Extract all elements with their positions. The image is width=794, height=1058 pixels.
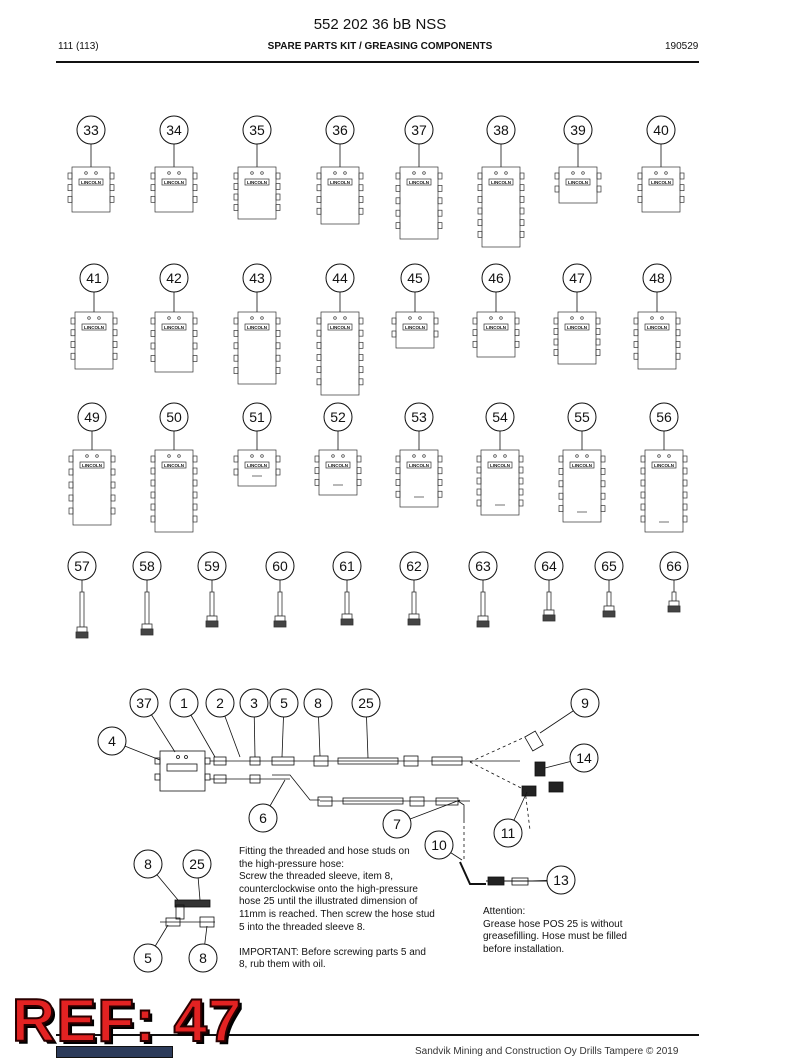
detail-callout-5: [134, 944, 162, 972]
detail-callout-25: [183, 850, 211, 878]
block-brand-label: LINCOLN: [330, 180, 350, 185]
svg-text:35: 35: [249, 122, 265, 138]
distributor-block: [234, 312, 280, 384]
svg-text:39: 39: [570, 122, 586, 138]
svg-text:50: 50: [166, 409, 182, 425]
distributor-block: [151, 450, 197, 532]
svg-text:51: 51: [249, 409, 265, 425]
fitting-row: [68, 552, 688, 638]
callout-38: [487, 116, 515, 144]
callout-59: [198, 552, 226, 580]
distributor-block: [396, 450, 442, 507]
block-brand-label: LINCOLN: [491, 180, 511, 185]
callout-43: [243, 264, 271, 292]
callout-60: [266, 552, 294, 580]
block-brand-label: LINCOLN: [81, 180, 101, 185]
svg-text:53: 53: [411, 409, 427, 425]
callout-7: [383, 810, 411, 838]
distributor-block: [634, 312, 680, 369]
svg-text:7: 7: [393, 816, 401, 832]
callout-5: [270, 689, 298, 717]
callout-62: [400, 552, 428, 580]
page-number: 111 (113): [58, 41, 99, 52]
svg-text:48: 48: [649, 270, 665, 286]
grease-fitting: [76, 592, 88, 638]
callout-53: [405, 403, 433, 431]
block-brand-label: LINCOLN: [164, 463, 184, 468]
svg-text:60: 60: [272, 558, 288, 574]
svg-text:3: 3: [250, 695, 258, 711]
detail-callout-8: [189, 944, 217, 972]
grease-fitting: [341, 592, 353, 625]
callout-36: [326, 116, 354, 144]
svg-text:25: 25: [189, 856, 205, 872]
svg-text:38: 38: [493, 122, 509, 138]
callout-55: [568, 403, 596, 431]
callout-48: [643, 264, 671, 292]
distributor-block: [151, 167, 197, 212]
distributor-block: [315, 450, 361, 495]
callout-66: [660, 552, 688, 580]
svg-text:56: 56: [656, 409, 672, 425]
distributor-block: [234, 450, 280, 486]
svg-text:1: 1: [180, 695, 188, 711]
ref-stamp: REF: 47: [12, 987, 243, 1054]
callout-49: [78, 403, 106, 431]
svg-text:10: 10: [431, 837, 447, 853]
callout-58: [133, 552, 161, 580]
svg-text:57: 57: [74, 558, 90, 574]
callout-63: [469, 552, 497, 580]
block-brand-label: LINCOLN: [164, 325, 184, 330]
svg-text:8: 8: [199, 950, 207, 966]
callout-9: [571, 689, 599, 717]
callout-39: [564, 116, 592, 144]
callout-4: [98, 727, 126, 755]
svg-text:8: 8: [144, 856, 152, 872]
block-brand-label: LINCOLN: [572, 463, 592, 468]
svg-text:5: 5: [280, 695, 288, 711]
svg-text:5: 5: [144, 950, 152, 966]
distributor-block: [151, 312, 197, 372]
callout-56: [650, 403, 678, 431]
grease-fitting: [274, 592, 286, 627]
callout-13: [547, 866, 575, 894]
callout-3: [240, 689, 268, 717]
svg-text:54: 54: [492, 409, 508, 425]
svg-text:58: 58: [139, 558, 155, 574]
callout-51: [243, 403, 271, 431]
svg-text:43: 43: [249, 270, 265, 286]
svg-text:47: 47: [569, 270, 585, 286]
callout-64: [535, 552, 563, 580]
distributor-block: [477, 450, 523, 515]
grease-fitting: [603, 592, 615, 617]
svg-text:55: 55: [574, 409, 590, 425]
callout-42: [160, 264, 188, 292]
svg-text:37: 37: [136, 695, 152, 711]
block-brand-label: LINCOLN: [409, 463, 429, 468]
block-brand-label: LINCOLN: [164, 180, 184, 185]
callout-14: [570, 744, 598, 772]
distributor-block: [69, 450, 115, 525]
footer-copyright: Sandvik Mining and Construction Oy Drills Tampere © 2019: [415, 1046, 679, 1057]
distributor-block: [396, 167, 442, 239]
block-brand-label: LINCOLN: [654, 463, 674, 468]
distributor-block: [71, 312, 117, 369]
block-brand-label: LINCOLN: [490, 463, 510, 468]
block-brand-label: LINCOLN: [247, 180, 267, 185]
distributor-block: [554, 312, 600, 364]
block-brand-label: LINCOLN: [405, 325, 425, 330]
distributor-row-1: [68, 116, 684, 247]
distributor-block: [317, 312, 363, 395]
distributor-block: [68, 167, 114, 212]
callout-35: [243, 116, 271, 144]
block-brand-label: LINCOLN: [568, 180, 588, 185]
callout-46: [482, 264, 510, 292]
svg-text:45: 45: [407, 270, 423, 286]
block-brand-label: LINCOLN: [647, 325, 667, 330]
svg-text:52: 52: [330, 409, 346, 425]
svg-text:9: 9: [581, 695, 589, 711]
svg-text:11: 11: [500, 825, 516, 841]
callout-37: [405, 116, 433, 144]
svg-text:66: 66: [666, 558, 682, 574]
grease-fitting: [141, 592, 153, 635]
svg-text:42: 42: [166, 270, 182, 286]
svg-text:8: 8: [314, 695, 322, 711]
distributor-row-2: [71, 264, 680, 395]
grease-fitting: [477, 592, 489, 627]
callout-44: [326, 264, 354, 292]
callout-8: [304, 689, 332, 717]
callout-50: [160, 403, 188, 431]
distributor-block: [234, 167, 280, 219]
svg-text:61: 61: [339, 558, 355, 574]
distributor-block: [478, 167, 524, 247]
grease-fitting: [668, 592, 680, 612]
svg-text:33: 33: [83, 122, 99, 138]
svg-text:59: 59: [204, 558, 220, 574]
distributor-block: [559, 450, 605, 522]
block-brand-label: LINCOLN: [567, 325, 587, 330]
svg-text:36: 36: [332, 122, 348, 138]
document-title: 552 202 36 bB NSS: [313, 16, 447, 33]
grease-fitting: [206, 592, 218, 627]
svg-text:46: 46: [488, 270, 504, 286]
fitting-instructions: Fitting the threaded and hose studs on the high-pressure hose: Screw the threaded sleeve, item 8, counterclockwise onto the high-pressure hose 25 until the illustrated dimension of 11mm is reached. Then screw the hose stud 5 into the threaded sleeve 8. IMPORTANT: Before screwing parts 5 and 8, rub them with oil.: [239, 846, 435, 971]
callout-57: [68, 552, 96, 580]
callout-61: [333, 552, 361, 580]
svg-text:64: 64: [541, 558, 557, 574]
distributor-block: [555, 167, 601, 203]
callout-65: [595, 552, 623, 580]
svg-text:4: 4: [108, 733, 116, 749]
callout-25: [352, 689, 380, 717]
svg-text:65: 65: [601, 558, 617, 574]
date-code: 190529: [665, 41, 699, 52]
callout-2: [206, 689, 234, 717]
callout-6: [249, 804, 277, 832]
detail-callout-8: [134, 850, 162, 878]
callout-47: [563, 264, 591, 292]
callout-11: [494, 819, 522, 847]
distributor-block: [641, 450, 687, 532]
svg-text:34: 34: [166, 122, 182, 138]
distributor-block: [638, 167, 684, 212]
svg-text:40: 40: [653, 122, 669, 138]
svg-text:62: 62: [406, 558, 422, 574]
block-brand-label: LINCOLN: [330, 325, 350, 330]
svg-text:2: 2: [216, 695, 224, 711]
grease-fitting: [408, 592, 420, 625]
block-brand-label: LINCOLN: [247, 463, 267, 468]
callout-41: [80, 264, 108, 292]
block-brand-label: LINCOLN: [247, 325, 267, 330]
callout-54: [486, 403, 514, 431]
svg-text:37: 37: [411, 122, 427, 138]
block-brand-label: LINCOLN: [84, 325, 104, 330]
block-brand-label: LINCOLN: [82, 463, 102, 468]
distributor-block: [392, 312, 438, 348]
block-brand-label: LINCOLN: [409, 180, 429, 185]
block-brand-label: LINCOLN: [486, 325, 506, 330]
svg-text:41: 41: [86, 270, 102, 286]
svg-text:6: 6: [259, 810, 267, 826]
block-brand-label: LINCOLN: [651, 180, 671, 185]
callout-40: [647, 116, 675, 144]
svg-text:14: 14: [576, 750, 592, 766]
section-title: SPARE PARTS KIT / GREASING COMPONENTS: [267, 41, 493, 52]
svg-text:13: 13: [553, 872, 569, 888]
callout-37: [130, 689, 158, 717]
distributor-block: [317, 167, 363, 224]
svg-text:25: 25: [358, 695, 374, 711]
callout-52: [324, 403, 352, 431]
callout-33: [77, 116, 105, 144]
distributor-row-3: [69, 403, 687, 532]
svg-text:63: 63: [475, 558, 491, 574]
callout-1: [170, 689, 198, 717]
callout-45: [401, 264, 429, 292]
block-brand-label: LINCOLN: [328, 463, 348, 468]
attention-note: Attention: Grease hose POS 25 is without greasefilling. Hose must be filled before installation.: [483, 906, 627, 955]
svg-text:49: 49: [84, 409, 100, 425]
svg-text:44: 44: [332, 270, 348, 286]
grease-fitting: [543, 592, 555, 621]
distributor-block: [473, 312, 519, 357]
callout-34: [160, 116, 188, 144]
